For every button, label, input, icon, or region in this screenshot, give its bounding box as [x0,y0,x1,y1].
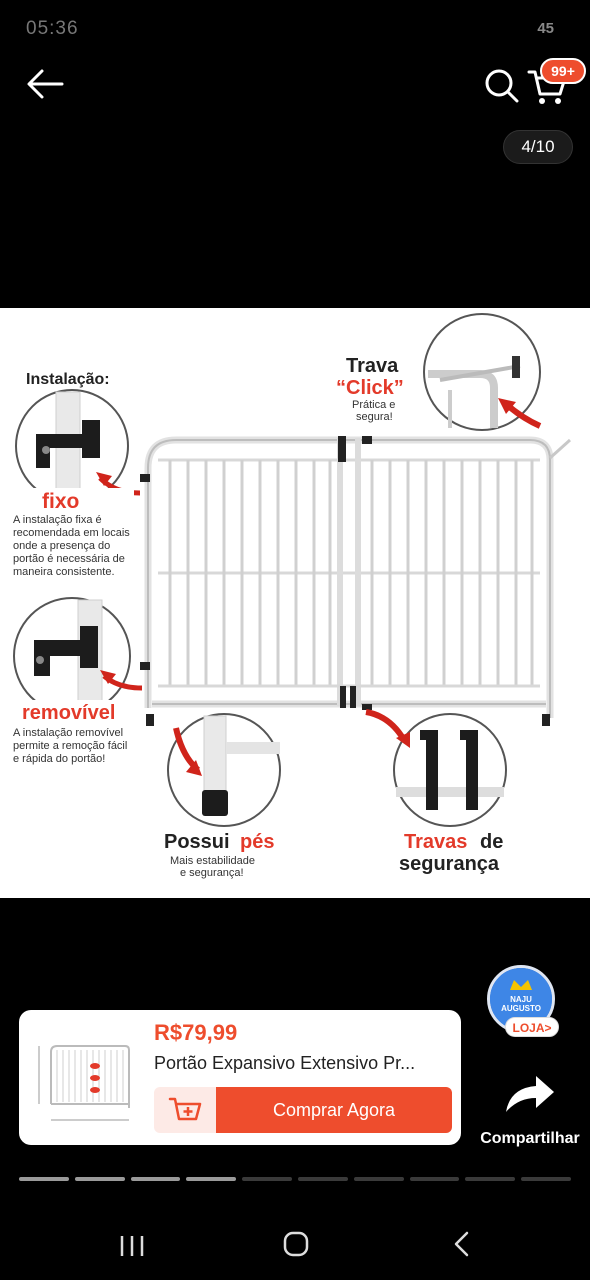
fixed-install-detail [16,390,140,502]
svg-text:A instalação fixa é: A instalação fixa é [13,514,102,526]
svg-text:e rápida do portão!: e rápida do portão! [13,753,106,765]
image-counter: 4/10 [503,130,573,164]
click-latch-detail [424,314,540,430]
installation-title: Instalação: [26,371,110,388]
fixo-label: fixo [42,490,80,513]
svg-text:permite a remoção fácil: permite a remoção fácil [13,740,128,752]
product-price: R$79,99 [154,1020,238,1045]
home-icon [281,1229,311,1259]
click-label: “Click” [336,377,404,399]
product-card[interactable] [19,1010,461,1145]
gallery-progress-segment [19,1177,69,1181]
svg-text:recomendada em locais: recomendada em locais [13,527,130,539]
battery-level: 45 [537,20,554,37]
gallery-progress [19,1177,571,1182]
trava-description [352,399,395,423]
svg-text:segura!: segura! [356,411,393,423]
store-link[interactable]: LOJA> [505,1017,559,1037]
product-title[interactable]: Portão Expansivo Extensivo Pr... [154,1053,416,1073]
top-bar [0,56,590,116]
feet-detail [168,714,280,826]
system-back-button[interactable] [448,1229,476,1259]
pes-label: pés [240,831,275,853]
share-label[interactable]: Compartilhar [480,1130,580,1147]
svg-text:maneira consistente.: maneira consistente. [13,566,115,578]
removable-install-detail [14,598,142,714]
svg-text:A instalação removível: A instalação removível [13,727,124,739]
gallery-progress-segment [242,1177,292,1181]
svg-text:e segurança!: e segurança! [180,867,244,879]
share-icon [500,1070,560,1118]
fixo-description [13,514,130,578]
gate-fittings [140,436,550,726]
gallery-progress-segment [186,1177,236,1181]
removivel-label: removível [22,702,116,724]
gallery-progress-segment [75,1177,125,1181]
product-image[interactable] [0,308,590,898]
svg-text:onde a presença do: onde a presença do [13,540,111,552]
share-button[interactable] [500,1070,560,1118]
buy-now-button[interactable]: Comprar Agora [216,1087,452,1133]
chevron-left-icon [448,1229,476,1259]
removivel-description [13,727,127,765]
gallery-progress-segment [410,1177,460,1181]
gallery-progress-segment [354,1177,404,1181]
home-button[interactable] [281,1229,311,1259]
gallery-progress-segment [521,1177,571,1181]
status-time: 05:36 [26,18,79,39]
trava-label: Trava [346,355,399,377]
svg-text:portão é necessária de: portão é necessária de [13,553,125,565]
possui-label: Possui [164,831,230,853]
search-icon [482,66,522,106]
gallery-progress-segment [131,1177,181,1181]
recent-apps-button[interactable] [118,1233,146,1259]
de-label: de [480,831,504,853]
gate-illustration [148,438,570,718]
recent-apps-icon [118,1233,146,1259]
add-to-cart-button[interactable] [154,1087,216,1133]
add-to-cart-icon [154,1087,216,1133]
gallery-progress-segment [298,1177,348,1181]
search-button[interactable] [482,66,522,106]
seller-logo-text: NAJU AUGUSTO [501,995,541,1013]
travas-label: Travas [404,831,468,853]
product-thumbnail[interactable] [27,1022,147,1132]
status-bar [0,0,590,56]
gallery-progress-segment [465,1177,515,1181]
pes-description [170,855,255,879]
cart-count-badge: 99+ [540,58,586,84]
arrow-left-icon [22,64,68,104]
back-button[interactable] [22,64,68,104]
svg-text:Prática e: Prática e [352,399,396,411]
seguranca-label: segurança [399,853,500,875]
system-nav-bar [0,1215,590,1280]
safety-locks-detail [366,712,506,826]
svg-text:Mais estabilidade: Mais estabilidade [170,855,255,867]
